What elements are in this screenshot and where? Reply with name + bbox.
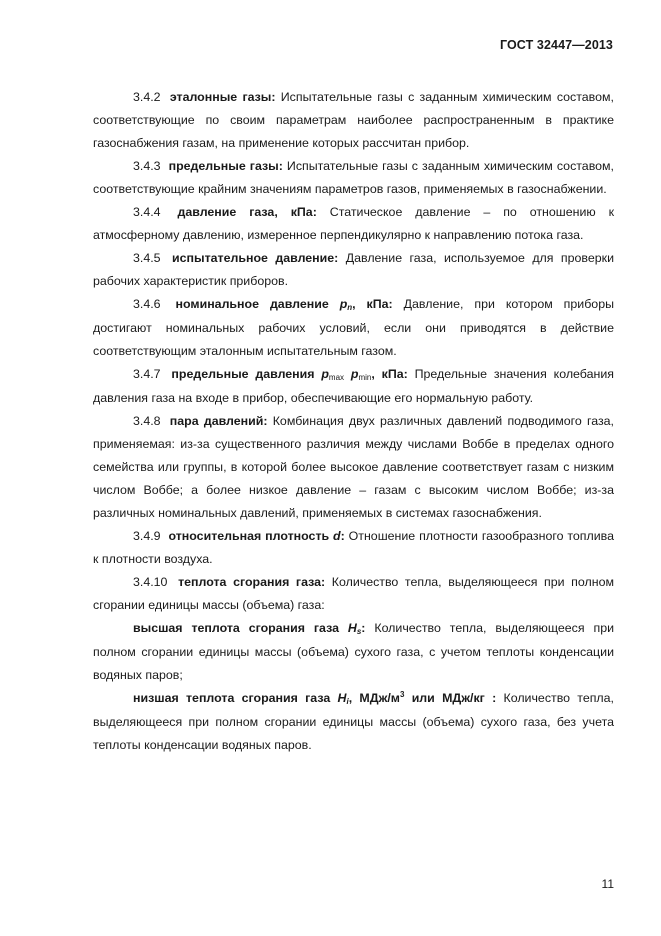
symbol-subscript: i <box>346 697 349 706</box>
term-unit: , кПа: <box>371 367 408 381</box>
clause-text: Испытательные газы с заданным химическим составом, соответствующие по своим параметрам наиболее распространенным в практике газоснабжения газам, на применение которых рассчитан прибор. <box>93 90 614 150</box>
page-number: 11 <box>601 877 614 891</box>
clause-number: 3.4.9 <box>133 529 161 543</box>
clause-number: 3.4.8 <box>133 414 161 428</box>
clause-3-4-6 <box>93 293 614 363</box>
clause-3-4-5 <box>93 247 614 293</box>
clause-text: Испытательные газы с заданным химическим составом, соответствующие крайним значениям параметров газов, применяемых в газоснабжении. <box>93 159 614 196</box>
clause-term: эталонные газы: <box>169 90 276 104</box>
clause-term <box>171 367 407 381</box>
clause-3-4-8 <box>93 410 614 525</box>
symbol-max-subscript: max <box>328 373 345 382</box>
term-label: предельные давления <box>171 367 315 381</box>
clause-text: Комбинация двух различных давлений подводимого газа, применяемая: из-за существенного различия между числами Воббе в пределах одного семейства или группы, в которой более высокое давление соответствует газам с низким числом Воббе; а более низкое давление – газам с высоким числом Воббе; из-за различных номинальных давлений, применяемых в системах газоснабжения. <box>93 414 614 520</box>
clause-text: Количество тепла, выделяющееся при полном сгорании единицы массы (объема) газа: <box>93 575 614 612</box>
clause-number: 3.4.3 <box>133 159 161 173</box>
clause-number: 3.4.10 <box>133 575 168 589</box>
clause-number: 3.4.5 <box>133 251 161 265</box>
term-unit: : <box>340 529 345 543</box>
clause-term <box>168 529 344 543</box>
symbol: d <box>333 529 341 543</box>
term-label: номинальное давление <box>175 297 329 311</box>
symbol: H <box>347 621 357 635</box>
symbol-min: p <box>350 367 359 381</box>
symbol: p <box>339 297 348 311</box>
clause-text: Давление газа, используемое для проверки рабочих характеристик приборов. <box>93 251 614 288</box>
symbol-min-subscript: min <box>358 373 372 382</box>
term-unit: , МДж/м <box>348 691 400 705</box>
clause-3-4-2 <box>93 86 614 155</box>
clause-3-4-9 <box>93 525 614 571</box>
clause-term <box>176 297 393 311</box>
clause-text: Статическое давление – по отношению к атмосферному давлению, измеренное перпендикулярно к направлению потока газа. <box>93 205 615 242</box>
unit-superscript: 3 <box>399 690 405 699</box>
symbol: H <box>337 691 347 705</box>
term-label: относительная плотность <box>168 529 330 543</box>
term-unit: : <box>361 621 366 635</box>
clause-3-4-10 <box>93 571 614 617</box>
clause-3-4-3 <box>93 155 614 201</box>
term-label: низшая теплота сгорания газа <box>133 691 331 705</box>
clause-text: Количество тепла, выделяющееся при полном сгорании единицы массы (объема) сухого газа, с учетом теплоты конденсации водяных паров; <box>93 621 614 682</box>
clause-number: 3.4.2 <box>133 90 161 104</box>
term-unit-alt: или МДж/кг : <box>404 691 497 705</box>
clause-text: Предельные значения колебания давления газа на входе в прибор, обеспечивающие его нормальную работу. <box>93 367 614 405</box>
clause-term <box>133 691 496 705</box>
clause-text: Количество тепла, выделяющееся при полном сгорании единицы массы (объема) сухого газа, без учета теплоты конденсации водяных паров. <box>93 691 614 752</box>
symbol-subscript: s <box>356 627 362 636</box>
clause-term: предельные газы: <box>168 159 283 173</box>
clause-text: Отношение плотности газообразного топлива к плотности воздуха. <box>93 529 614 566</box>
term-label: высшая теплота сгорания газа <box>133 621 339 635</box>
clause-3-4-7 <box>93 363 614 410</box>
term-unit: , кПа: <box>352 297 393 311</box>
clause-term: пара давлений: <box>169 414 268 428</box>
symbol-subscript: n <box>347 303 353 312</box>
document-header: ГОСТ 32447—2013 <box>499 38 613 52</box>
clause-term <box>133 621 365 635</box>
clause-lower-heating-value <box>93 687 614 757</box>
clause-number: 3.4.7 <box>133 367 161 381</box>
document-body <box>93 86 614 757</box>
clause-term: теплота сгорания газа: <box>178 575 326 589</box>
clause-number: 3.4.6 <box>133 297 161 311</box>
clause-number: 3.4.4 <box>133 205 161 219</box>
clause-term: испытательное давление: <box>172 251 339 265</box>
symbol-max: p <box>321 367 329 381</box>
clause-3-4-4 <box>93 201 614 247</box>
clause-text: Давление, при котором приборы достигают номинальных рабочих условий, если они приводятся в действие соответствующим эталонным испытательным газом. <box>93 297 614 358</box>
clause-higher-heating-value <box>93 617 614 687</box>
clause-term: давление газа, кПа: <box>177 205 317 219</box>
